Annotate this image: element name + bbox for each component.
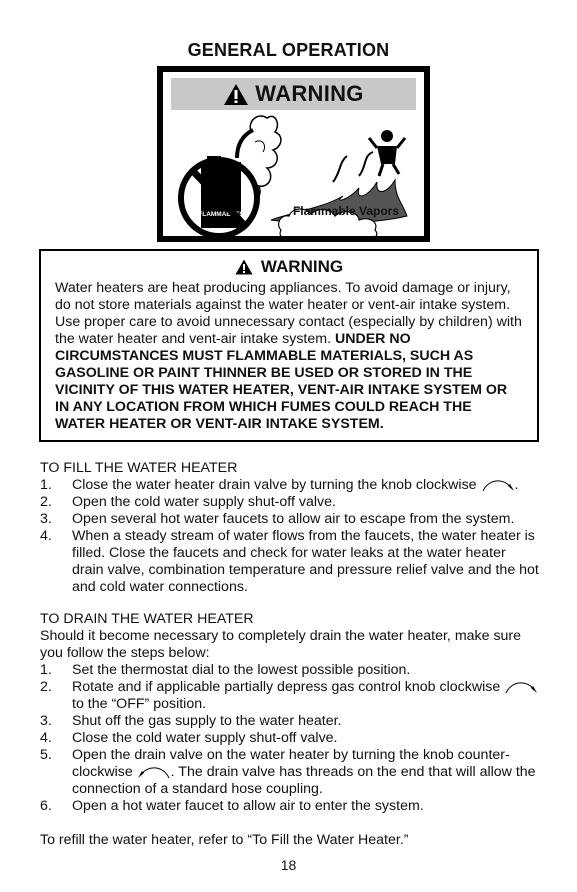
fill-section bbox=[40, 460, 540, 596]
step-text-after: to the “OFF” position. bbox=[72, 696, 207, 712]
step-text: Open the drain valve on the water heater by turning the knob counter-clockwise bbox=[72, 747, 510, 780]
warning-box-title: WARNING bbox=[260, 257, 344, 276]
warning-label-text: WARNING bbox=[255, 81, 364, 106]
drain-step bbox=[40, 662, 540, 679]
warning-label-panel bbox=[163, 72, 424, 236]
step-number: 4. bbox=[40, 730, 52, 746]
warning-box bbox=[39, 249, 539, 442]
step-text-after: . bbox=[514, 477, 519, 493]
step-number: 6. bbox=[40, 798, 52, 814]
step-number: 2. bbox=[40, 679, 52, 695]
step-number: 3. bbox=[40, 713, 52, 729]
drain-step bbox=[40, 747, 540, 798]
warning-box-body bbox=[55, 280, 525, 433]
fill-step bbox=[40, 494, 540, 511]
flammable-vapors-label: Flammable Vapors bbox=[292, 204, 400, 218]
drain-step bbox=[40, 730, 540, 747]
step-number: 5. bbox=[40, 747, 52, 763]
step-text-after: . The drain valve has threads on the end that will allow the connection of a standard hose coupling. bbox=[72, 764, 536, 797]
drain-section bbox=[40, 611, 540, 849]
step-text: When a steady stream of water flows from the faucets, the water heater is filled. Close the faucets and check for water leaks at the water heater drain valve, combination temperature and pressure relief valve and the hot and cold water connections. bbox=[72, 528, 539, 595]
counterclockwise-knob-icon bbox=[137, 765, 171, 779]
clockwise-knob-icon bbox=[481, 478, 515, 492]
step-text: Open the cold water supply shut-off valve. bbox=[72, 494, 336, 510]
warning-triangle-icon bbox=[223, 83, 249, 106]
step-text: Shut off the gas supply to the water heater. bbox=[72, 713, 342, 729]
warning-label-header bbox=[171, 78, 416, 110]
warning-body-bold-text: UNDER NO CIRCUMSTANCES MUST FLAMMABLE MATERIALS, SUCH AS GASOLINE OR PAINT THINNER BE USED OR STORED IN THE VICINITY OF THIS WATER HEATER, VENT-AIR INTAKE SYSTEM OR IN ANY LOCATION FROM WHICH FUMES COULD REACH THE WATER HEATER OR VENT-AIR INTAKE SYSTEM. bbox=[55, 331, 508, 432]
step-text: Open several hot water faucets to allow air to escape from the system. bbox=[72, 511, 515, 527]
page-number: 18 bbox=[280, 857, 297, 873]
drain-step bbox=[40, 798, 540, 815]
step-text: Close the water heater drain valve by turning the knob clockwise bbox=[72, 477, 477, 493]
step-text: Close the cold water supply shut-off valve. bbox=[72, 730, 338, 746]
step-text: Set the thermostat dial to the lowest possible position. bbox=[72, 662, 411, 678]
can-label: FLAMMABLES bbox=[198, 211, 244, 218]
step-number: 3. bbox=[40, 511, 52, 527]
fill-step bbox=[40, 528, 540, 596]
drain-heading: TO DRAIN THE WATER HEATER bbox=[40, 611, 254, 627]
page-title: GENERAL OPERATION bbox=[187, 40, 390, 60]
warning-box-header bbox=[41, 257, 537, 277]
step-number: 1. bbox=[40, 662, 52, 678]
drain-step bbox=[40, 679, 540, 713]
warning-body-text: Water heaters are heat producing appliances. To avoid damage or injury, do not store materials against the water heater or vent-air intake system. Use proper care to avoid unnecessary contact (especially by children) with the water heater and vent-air intake system. bbox=[55, 280, 522, 347]
drain-step bbox=[40, 713, 540, 730]
step-number: 4. bbox=[40, 528, 52, 544]
step-number: 2. bbox=[40, 494, 52, 510]
clockwise-knob-icon bbox=[504, 680, 538, 694]
warning-label-graphic bbox=[157, 66, 430, 242]
step-text: Open a hot water faucet to allow air to enter the system. bbox=[72, 798, 424, 814]
fill-heading: TO FILL THE WATER HEATER bbox=[40, 460, 238, 476]
refill-note: To refill the water heater, refer to “To Fill the Water Heater.” bbox=[40, 832, 409, 848]
step-text: Rotate and if applicable partially depress gas control knob clockwise bbox=[72, 679, 501, 695]
step-number: 1. bbox=[40, 477, 52, 493]
fill-step bbox=[40, 511, 540, 528]
fill-step bbox=[40, 477, 540, 494]
drain-intro: Should it become necessary to completely drain the water heater, make sure you follow the steps below: bbox=[40, 628, 522, 661]
warning-triangle-icon bbox=[235, 259, 253, 275]
